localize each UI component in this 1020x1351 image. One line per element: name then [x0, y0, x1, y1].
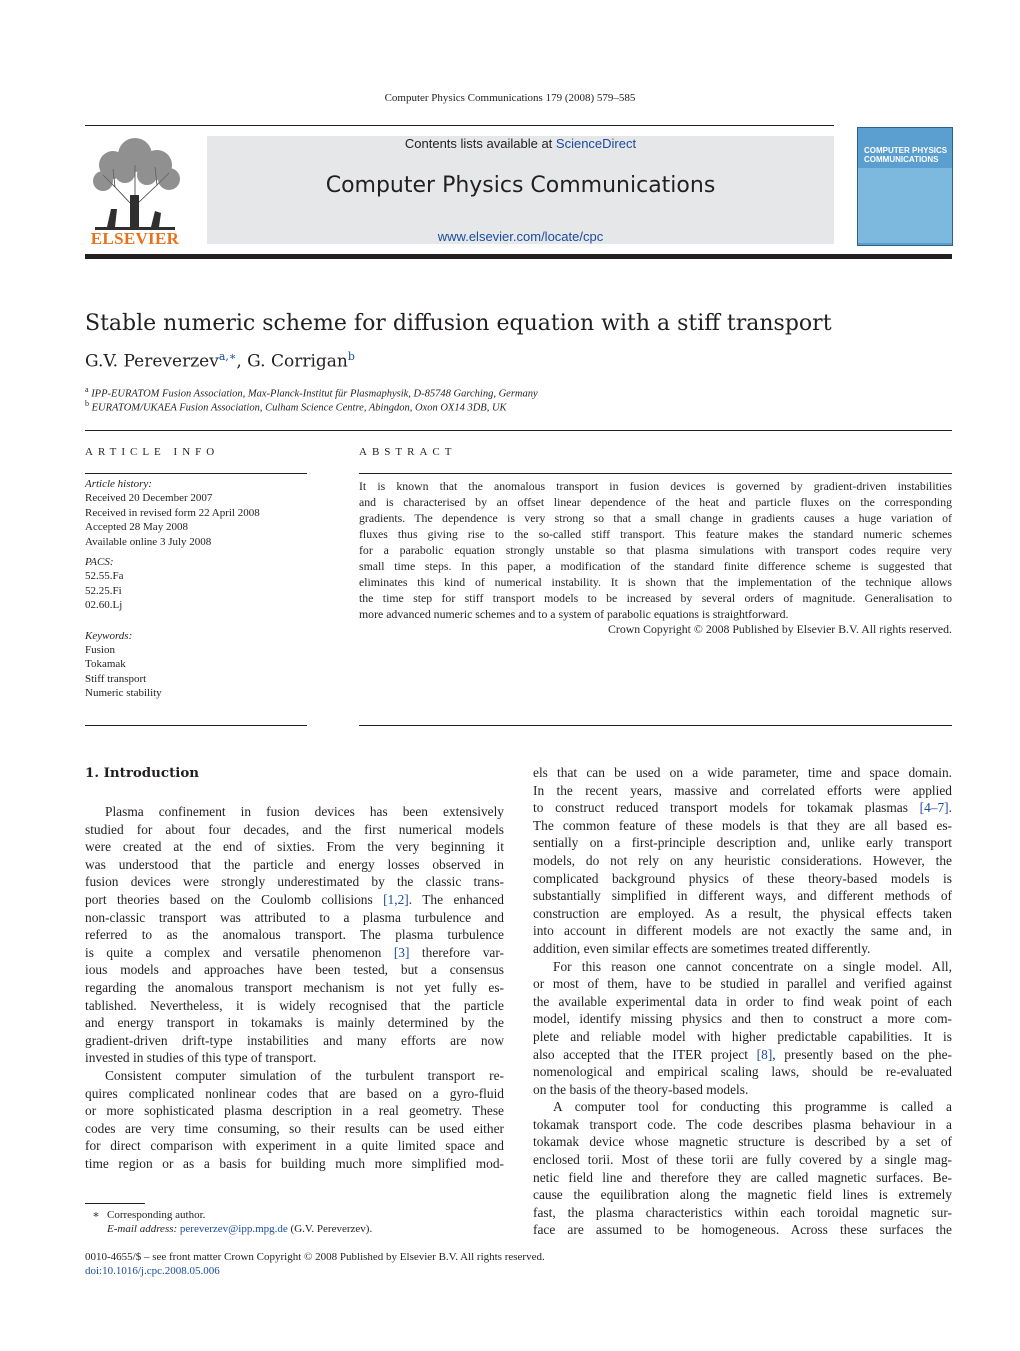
body-text-line: complicated background physics of these theory-based models is: [533, 870, 952, 886]
body-text-line: time region or as a basis for building much more simplified mod-: [85, 1155, 504, 1171]
body-text-line: referred to as the anomalous transport. The plasma turbulence: [85, 927, 504, 943]
doi-link[interactable]: doi:10.1016/j.cpc.2008.05.006: [85, 1265, 220, 1277]
footnote-corresponding: [85, 1208, 205, 1221]
body-text-line: studied for about four decades, and the first numerical models: [85, 821, 504, 837]
contents-prefix: Contents lists available at: [404, 136, 556, 151]
author-1: G.V. Pereverzev: [85, 351, 219, 372]
body-text-line: port theories based on the Coulomb collisions [1,2]. The enhanced: [85, 891, 504, 907]
journal-cover-thumbnail: [857, 127, 953, 246]
body-text-line: models, do not rely on any heuristic considerations. However, the: [533, 852, 952, 868]
body-text-line: to construct reduced transport models for tokamak plasmas [4–7].: [533, 800, 952, 816]
body-text-line: was understood that the particle and energy losses observed in: [85, 856, 504, 872]
affiliation-a: [85, 385, 538, 400]
pacs-code: 02.60.Lj: [85, 599, 123, 612]
body-text-line: face are assumed to be homogeneous. Across these surfaces the: [533, 1222, 952, 1238]
email-label: E-mail address:: [107, 1223, 178, 1235]
author-2-mark[interactable]: b: [347, 350, 355, 363]
body-text-line: non-classic transport was attributed to a plasma turbulence and: [85, 909, 504, 925]
body-text-line: the available experimental data in order to find weak point of each: [533, 993, 952, 1009]
author-list: [85, 350, 355, 372]
body-text-line: gradient-driven drift-type instabilities and many efforts are now: [85, 1032, 504, 1048]
history-label: Article history:: [85, 478, 152, 490]
body-text-line: A computer tool for conducting this programme is called a: [553, 1099, 952, 1115]
keyword: Stiff transport: [85, 672, 147, 685]
keywords-label: Keywords:: [85, 629, 133, 642]
section-heading-introduction: 1. Introduction: [85, 765, 200, 781]
body-text-line: sentially on a first-principle description and, unlike early transport: [533, 835, 952, 851]
issn-line: 0010-4655/$ – see front matter Crown Copyright © 2008 Published by Elsevier B.V. All rights reserved.: [85, 1251, 545, 1263]
affiliation-mark: a: [85, 385, 89, 394]
affiliation-b: [85, 399, 507, 414]
intro-left-column: [85, 803, 504, 1172]
abstract-line: small time steps. In this paper, a modification of the standard finite difference scheme is suggested that: [359, 558, 952, 573]
abstract-line: the time step for stiff transport models to be increased by several orders of magnitude. Generalisation to: [359, 590, 952, 605]
body-text-line: substantially simplified in different ways, and different methods of: [533, 888, 952, 904]
abstract-line: for a parabolic equation strongly unstable so that plasma simulations with transport codes require very: [359, 542, 952, 557]
history-accepted: Accepted 28 May 2008: [85, 521, 188, 534]
article-info-block: [85, 477, 307, 701]
history-online: Available online 3 July 2008: [85, 535, 212, 548]
abstract-line: eliminates this kind of numerical instability. It is shown that the implementation of the technique allows: [359, 574, 952, 589]
elsevier-wordmark: ELSEVIER: [90, 229, 180, 248]
body-text-line: quires complicated nonlinear codes that are based on a gyro-fluid: [85, 1085, 504, 1101]
body-text-line: netic field line and therefore they are called magnetic surfaces. Be-: [533, 1169, 952, 1185]
pacs-code: 52.55.Fa: [85, 570, 124, 583]
article-info-rule: [85, 473, 307, 474]
affiliation-text: EURATOM/UKAEA Fusion Association, Culham Science Centre, Abingdon, Oxon OX14 3DB, UK: [91, 402, 507, 414]
citation-link[interactable]: [1,2]: [383, 891, 409, 907]
footnote-rule: [85, 1203, 145, 1204]
body-text-line: model, identify missing physics and then to construct a more com-: [533, 1011, 952, 1027]
body-text-line: invested in studies of this type of transport.: [85, 1050, 317, 1066]
abstract-copyright: Crown Copyright © 2008 Published by Elsevier B.V. All rights reserved.: [608, 622, 952, 636]
abstract-line: It is known that the anomalous transport in fusion devices is governed by gradient-driven instabilities: [359, 479, 952, 493]
keyword: Tokamak: [85, 658, 126, 671]
body-text-line: tokamak transport code. The code describes plasma behaviour in a: [533, 1116, 952, 1132]
body-text-line: tokamak device whose magnetic structure is described by a set of: [533, 1134, 952, 1150]
body-text-line: for direct comparison with experiment in a quite limited space and: [85, 1138, 504, 1154]
body-text-line: The common feature of these models is that they are all based es-: [533, 817, 952, 833]
article-info-bottom-rule: [85, 725, 307, 726]
header-top-rule: [85, 125, 834, 126]
abstract-body: [359, 479, 952, 623]
cover-title-line1: COMPUTER PHYSICS: [864, 146, 948, 155]
contents-availability: [207, 136, 834, 151]
footnote-mark: ∗: [92, 1209, 100, 1221]
body-text-line: For this reason one cannot concentrate on a single model. All,: [553, 958, 952, 974]
header-bottom-rule: [85, 254, 952, 259]
intro-right-column: [533, 764, 952, 1239]
body-text-line: In the recent years, massive and correlated efforts were applied: [533, 782, 952, 798]
body-text-line: were created at the end of sixties. From the very beginning it: [85, 839, 504, 855]
pacs-label: PACS:: [85, 556, 114, 569]
footnote-email: [107, 1223, 372, 1235]
body-text-line: regarding the anomalous transport mechanism is not yet fully es-: [85, 979, 504, 995]
keyword: Numeric stability: [85, 687, 162, 700]
body-text-line: or more sophisticated plasma description in a real geometry. These: [85, 1103, 504, 1119]
front-matter-rule: [85, 430, 952, 431]
journal-reference: Computer Physics Communications 179 (2008) 579–585: [384, 92, 636, 104]
keyword: Fusion: [85, 644, 115, 657]
body-text-line: is quite a complex and versatile phenomenon [3] therefore var-: [85, 944, 504, 960]
pacs-code: 52.25.Fi: [85, 584, 122, 597]
body-text-line: Plasma confinement in fusion devices has been extensively: [105, 804, 504, 819]
abstract-bottom-rule: [359, 725, 952, 726]
affiliation-mark: b: [85, 399, 89, 408]
abstract-line: more advanced numeric schemes and to a system of parabolic equations is straightforward.: [359, 606, 789, 621]
body-text-line: on the basis of the theory-based models.: [533, 1081, 749, 1097]
history-received: Received 20 December 2007: [85, 492, 213, 505]
citation-link[interactable]: [4–7]: [919, 800, 949, 816]
citation-link[interactable]: [3]: [393, 944, 410, 960]
email-link[interactable]: pereverzev@ipp.mpg.de: [179, 1223, 288, 1235]
cover-title: [864, 146, 948, 164]
body-text-line: fusion devices were strongly underestimated by the classic trans-: [85, 874, 504, 890]
author-1-marks[interactable]: a,∗: [218, 350, 237, 363]
body-text-line: construction are employed. As a result, the physical effects taken: [533, 905, 952, 921]
body-text-line: enclosed torii. Most of these torii are fully covered by a single mag-: [533, 1152, 952, 1168]
abstract-line: fluxes thus giving rise to the so-called stiff transport. This feature makes the standard numeric schemes: [359, 526, 952, 541]
body-text-line: codes are very time consuming, so their results can be used either: [85, 1120, 504, 1136]
cover-band: [858, 168, 952, 243]
abstract-heading: ABSTRACT: [359, 446, 457, 458]
journal-name: Computer Physics Communications: [325, 173, 716, 198]
citation-link[interactable]: [8]: [756, 1046, 773, 1062]
body-text-line: ious models and approaches have been tested, but a consensus: [85, 962, 504, 978]
body-text-line: plete and reliable model with higher predictable capabilities. It is: [533, 1028, 952, 1044]
email-owner: (G.V. Pereverzev).: [290, 1223, 373, 1235]
body-text-line: into account in different models are not exactly the same and, in: [533, 923, 952, 939]
footnote-text: Corresponding author.: [107, 1209, 206, 1221]
body-text-line: els that can be used on a wide parameter, time and space domain.: [533, 765, 952, 780]
cover-title-line2: COMMUNICATIONS: [864, 155, 939, 164]
body-text-line: also accepted that the ITER project [8], presently based on the phe-: [533, 1046, 953, 1062]
body-text-line: and energy transport in tokamaks is mainly determined by the: [85, 1015, 504, 1031]
author-2: , G. Corrigan: [236, 351, 348, 372]
body-text-line: nomenological and empirical scaling laws, should be re-evaluated: [533, 1064, 952, 1080]
body-text-line: cause the equilibration along the magnetic field lines is extremely: [533, 1187, 952, 1203]
abstract-line: gradients. The dependence is very strong so that a small change in gradients causes a huge variation of: [359, 510, 952, 525]
body-text-line: addition, even similar effects are sometimes treated differently.: [533, 940, 871, 956]
sciencedirect-link[interactable]: ScienceDirect: [555, 136, 637, 151]
journal-url-link[interactable]: www.elsevier.com/locate/cpc: [437, 229, 604, 244]
paper-title: Stable numeric scheme for diffusion equation with a stiff transport: [85, 311, 832, 336]
abstract-rule: [359, 473, 952, 474]
body-text-line: tablished. Nevertheless, it is widely recognised that the particle: [85, 997, 504, 1013]
history-revised: Received in revised form 22 April 2008: [85, 506, 260, 519]
affiliation-text: IPP-EURATOM Fusion Association, Max-Planck-Institut für Plasmaphysik, D-85748 Garching, Germany: [91, 388, 538, 400]
body-text-line: fast, the plasma characteristics within each toroidal magnetic sur-: [533, 1204, 952, 1220]
body-text-line: Consistent computer simulation of the turbulent transport re-: [105, 1067, 504, 1083]
body-text-line: or most of them, have to be studied in parallel and verified against: [533, 976, 952, 992]
abstract-line: and is characterised by an offset linear dependence of the heat and particle fluxes on the corresponding: [359, 494, 952, 509]
article-info-heading: ARTICLE INFO: [85, 446, 220, 458]
